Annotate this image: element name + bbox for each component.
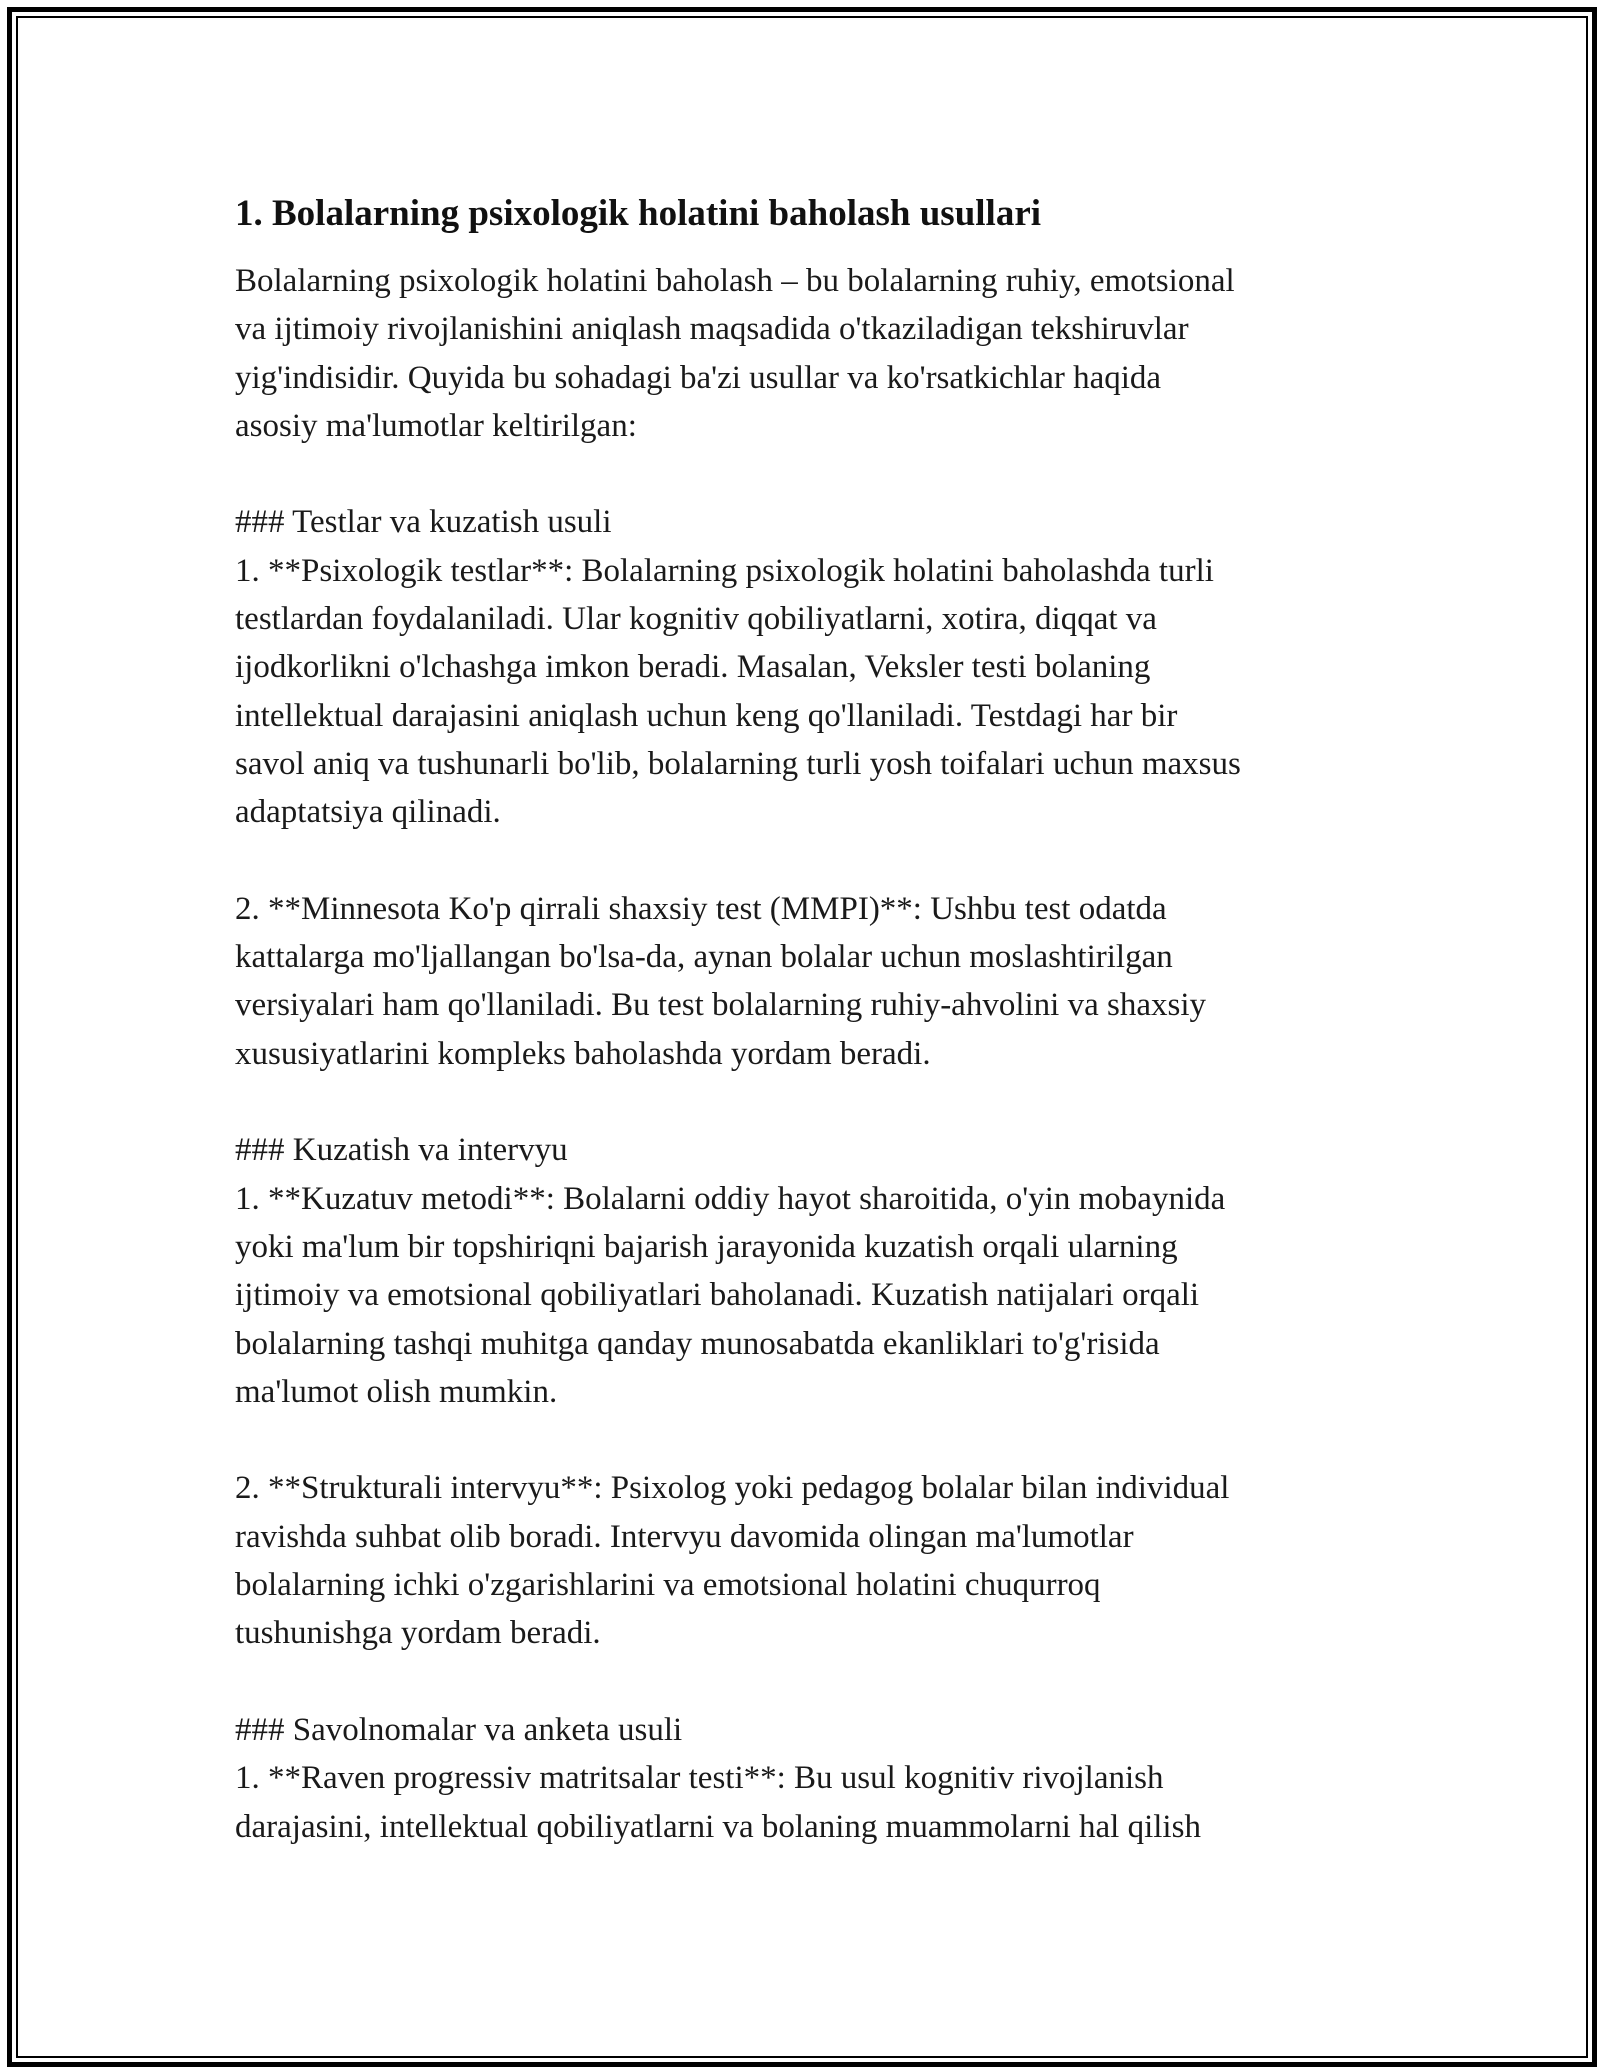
section-heading-line: ### Savolnomalar va anketa usuli — [235, 1711, 683, 1748]
blank-line — [235, 450, 1375, 498]
text-line: darajasini, intellektual qobiliyatlarni va bolaning muammolarni hal qilish — [235, 1808, 1201, 1845]
document-text — [235, 257, 1375, 1851]
text-line: xususiyatlarini kompleks baholashda yordam beradi. — [235, 1035, 931, 1072]
text-line: yig'indisidir. Quyida bu sohadagi ba'zi usullar va ko'rsatkichlar haqida — [235, 359, 1162, 396]
blank-line — [235, 1416, 1375, 1464]
text-line: bolalarning ichki o'zgarishlarini va emotsional holatini chuqurroq — [235, 1567, 1101, 1604]
text-line: bolalarning tashqi muhitga qanday munosabatda ekanliklari to'g'risida — [235, 1325, 1160, 1362]
document-title: 1. Bolalarning psixologik holatini baholash usullari — [235, 193, 1042, 234]
text-line: tushunishga yordam beradi. — [235, 1615, 601, 1652]
text-line: ravishda suhbat olib boradi. Intervyu davomida olingan ma'lumotlar — [235, 1518, 1134, 1555]
text-line: 1. **Raven progressiv matritsalar testi**: Bu usul kognitiv rivojlanish — [235, 1760, 1164, 1797]
text-line: adaptatsiya qilinadi. — [235, 794, 501, 831]
text-line: testlardan foydalaniladi. Ular kognitiv qobiliyatlarni, xotira, diqqat va — [235, 601, 1157, 638]
text-line: savol aniq va tushunarli bo'lib, bolalarning turli yosh toifalari uchun maxsus — [235, 745, 1241, 782]
blank-line — [235, 1658, 1375, 1706]
text-line: ma'lumot olish mumkin. — [235, 1373, 558, 1410]
text-line: 1. **Psixologik testlar**: Bolalarning psixologik holatini baholashda turli — [235, 552, 1214, 589]
text-line: 1. **Kuzatuv metodi**: Bolalarni oddiy hayot sharoitida, o'yin mobaynida — [235, 1180, 1226, 1217]
text-line: versiyalari ham qo'llaniladi. Bu test bolalarning ruhiy-ahvolini va shaxsiy — [235, 987, 1206, 1024]
blank-line — [235, 837, 1375, 885]
blank-line — [235, 1078, 1375, 1126]
text-line: Bolalarning psixologik holatini baholash – bu bolalarning ruhiy, emotsional — [235, 263, 1235, 299]
text-line: intellektual darajasini aniqlash uchun keng qo'llaniladi. Testdagi har bir — [235, 697, 1178, 734]
document-body — [235, 187, 1375, 1851]
section-heading-line: ### Testlar va kuzatish usuli — [235, 504, 612, 541]
text-line: asosiy ma'lumotlar keltirilgan: — [235, 407, 637, 444]
section-heading-line: ### Kuzatish va intervyu — [235, 1132, 568, 1169]
text-line: 2. **Minnesota Ko'p qirrali shaxsiy test (MMPI)**: Ushbu test odatda — [235, 890, 1167, 927]
text-line: 2. **Strukturali intervyu**: Psixolog yoki pedagog bolalar bilan individual — [235, 1470, 1230, 1507]
text-line: yoki ma'lum bir topshiriqni bajarish jarayonida kuzatish orqali ularning — [235, 1228, 1178, 1265]
text-line: ijodkorlikni o'lchashga imkon beradi. Masalan, Veksler testi bolaning — [235, 649, 1151, 686]
text-line: ijtimoiy va emotsional qobiliyatlari baholanadi. Kuzatish natijalari orqali — [235, 1277, 1200, 1314]
text-line: va ijtimoiy rivojlanishini aniqlash maqsadida o'tkaziladigan tekshiruvlar — [235, 311, 1189, 348]
text-line: kattalarga mo'ljallangan bo'lsa-da, aynan bolalar uchun moslashtirilgan — [235, 939, 1173, 976]
